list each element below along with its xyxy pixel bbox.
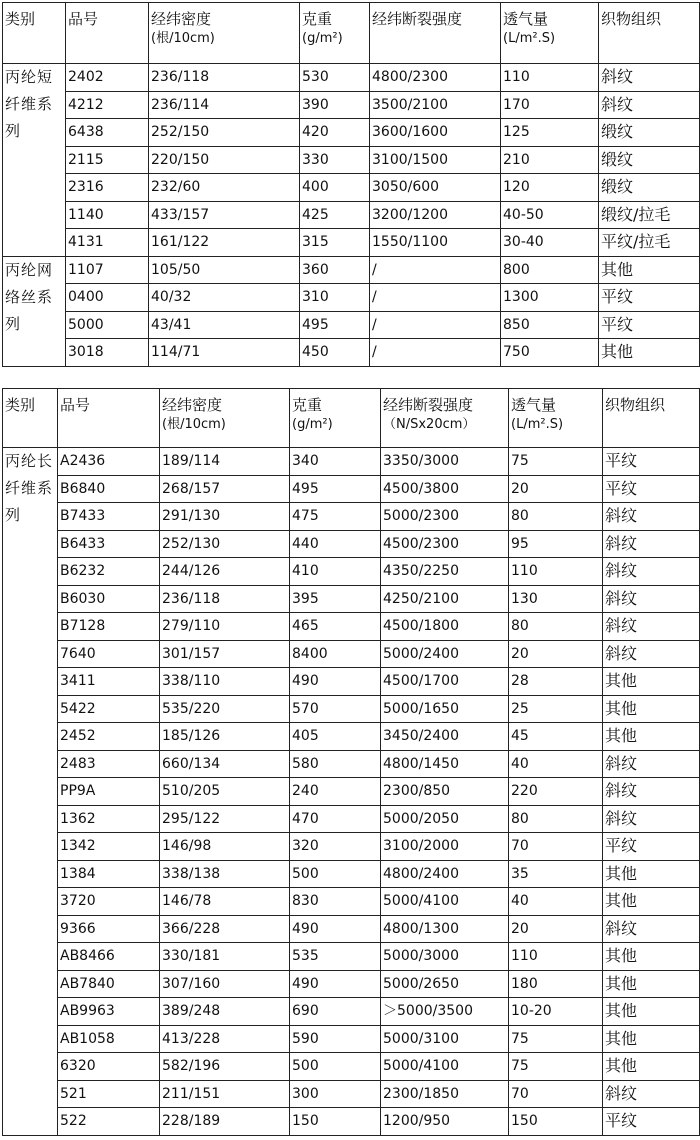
air-cell: 220 [509,778,603,806]
air-cell: 210 [501,146,599,174]
strength-cell: 5000/3000 [381,943,509,971]
density-cell: 660/134 [160,750,290,778]
header-density-unit: (根/10cm) [162,417,226,432]
table-row [3,915,700,943]
air-cell: 28 [509,668,603,696]
header-weight [290,389,381,448]
strength-cell: 4800/1300 [381,915,509,943]
weave-cell: 斜纹 [603,613,700,641]
density-cell: 228/189 [160,1108,290,1136]
weave-cell: 平纹/拉毛 [599,229,700,257]
fabric-table-long-fiber [2,388,700,1136]
weight-cell: 395 [290,585,381,613]
table-row [3,448,700,476]
header-strength-label: 经纬断裂强度 [383,396,474,414]
header-weave-label: 织物组织 [601,10,662,28]
weave-cell: 平纹 [599,284,700,312]
weave-cell: 其他 [603,888,700,916]
header-row [3,389,700,448]
air-cell: 20 [509,640,603,668]
strength-cell: 1550/1100 [370,229,501,257]
density-cell: 211/151 [160,1080,290,1108]
header-product [66,3,149,64]
table-row [3,640,700,668]
table-row [3,201,700,229]
product-cell: 6438 [66,119,149,147]
density-cell: 433/157 [149,201,300,229]
strength-cell: 4500/1700 [381,668,509,696]
product-cell: 2452 [58,723,160,751]
table-row [3,778,700,806]
strength-cell: 4500/3800 [381,475,509,503]
weight-cell: 490 [290,970,381,998]
weight-cell: 450 [300,339,370,367]
air-cell: 70 [509,833,603,861]
table-row [3,1108,700,1136]
density-cell: 389/248 [160,998,290,1026]
product-cell: 9366 [58,915,160,943]
weight-cell: 570 [290,695,381,723]
product-cell: PP9A [58,778,160,806]
product-cell: 3411 [58,668,160,696]
weight-cell: 530 [300,64,370,92]
header-air [501,3,599,64]
weave-cell: 斜纹 [603,805,700,833]
strength-cell: 4350/2250 [381,558,509,586]
header-row [3,3,700,64]
strength-cell: 2300/1850 [381,1080,509,1108]
weight-cell: 150 [290,1108,381,1136]
density-cell: 413/228 [160,1025,290,1053]
product-cell: B6433 [58,530,160,558]
strength-cell: ＞5000/3500 [381,998,509,1026]
weave-cell: 斜纹 [603,915,700,943]
weave-cell: 缎纹 [599,119,700,147]
table-row [3,585,700,613]
air-cell: 40-50 [501,201,599,229]
density-cell: 232/60 [149,174,300,202]
table-row [3,119,700,147]
weave-cell: 缎纹 [599,174,700,202]
weight-cell: 490 [290,668,381,696]
density-cell: 189/114 [160,448,290,476]
air-cell: 75 [509,1025,603,1053]
category-cell: 丙纶网络丝系列 [3,256,66,366]
air-cell: 800 [501,256,599,284]
density-cell: 161/122 [149,229,300,257]
air-cell: 75 [509,448,603,476]
weave-cell: 斜纹 [603,1080,700,1108]
weave-cell: 斜纹 [599,91,700,119]
weight-cell: 8400 [290,640,381,668]
density-cell: 307/160 [160,970,290,998]
fabric-table-short-and-network [2,2,700,367]
strength-cell: 4800/2400 [381,860,509,888]
weight-cell: 410 [290,558,381,586]
air-cell: 1300 [501,284,599,312]
table-row [3,860,700,888]
product-cell: B7128 [58,613,160,641]
table-row [3,64,700,92]
strength-cell: 5000/1650 [381,695,509,723]
weight-cell: 475 [290,503,381,531]
weight-cell: 495 [290,475,381,503]
air-cell: 10-20 [509,998,603,1026]
weave-cell: 其他 [603,1025,700,1053]
weave-cell: 其他 [603,860,700,888]
header-category-label: 类别 [5,10,36,28]
air-cell: 20 [509,915,603,943]
air-cell: 95 [509,530,603,558]
header-weight-label: 克重 [302,10,333,28]
table-row [3,723,700,751]
table-row [3,750,700,778]
strength-cell: 4250/2100 [381,585,509,613]
header-air-unit: (L/m².S) [511,417,564,432]
air-cell: 130 [509,585,603,613]
strength-cell: 3100/2000 [381,833,509,861]
strength-cell: / [370,284,501,312]
strength-cell: 3100/1500 [370,146,501,174]
strength-cell: 3500/2100 [370,91,501,119]
product-cell: AB8466 [58,943,160,971]
density-cell: 252/130 [160,530,290,558]
strength-cell: 5000/2300 [381,503,509,531]
weight-cell: 420 [300,119,370,147]
weight-cell: 490 [290,915,381,943]
density-cell: 535/220 [160,695,290,723]
header-weave [599,3,700,64]
weight-cell: 330 [300,146,370,174]
weight-cell: 590 [290,1025,381,1053]
air-cell: 25 [509,695,603,723]
product-cell: 6320 [58,1053,160,1081]
weave-cell: 斜纹 [603,778,700,806]
air-cell: 35 [509,860,603,888]
header-air-label: 透气量 [511,396,557,414]
weight-cell: 360 [300,256,370,284]
density-cell: 268/157 [160,475,290,503]
density-cell: 279/110 [160,613,290,641]
density-cell: 185/126 [160,723,290,751]
header-density-label: 经纬密度 [162,396,223,414]
header-weave [603,389,700,448]
strength-cell: 5000/4100 [381,1053,509,1081]
air-cell: 110 [509,943,603,971]
density-cell: 105/50 [149,256,300,284]
density-cell: 338/138 [160,860,290,888]
product-cell: AB1058 [58,1025,160,1053]
header-strength [370,3,501,64]
header-product [58,389,160,448]
strength-cell: / [370,311,501,339]
strength-cell: 3450/2400 [381,723,509,751]
weave-cell: 其他 [603,943,700,971]
product-cell: 2115 [66,146,149,174]
strength-cell: 3050/600 [370,174,501,202]
weight-cell: 400 [300,174,370,202]
weave-cell: 斜纹 [603,503,700,531]
weight-cell: 470 [290,805,381,833]
weave-cell: 其他 [603,668,700,696]
product-cell: 522 [58,1108,160,1136]
product-cell: 1342 [58,833,160,861]
product-cell: B6840 [58,475,160,503]
header-air [509,389,603,448]
header-strength [381,389,509,448]
product-cell: 5422 [58,695,160,723]
weight-cell: 830 [290,888,381,916]
header-category-label: 类别 [5,396,36,414]
weight-cell: 340 [290,448,381,476]
product-cell: 7640 [58,640,160,668]
weave-cell: 斜纹 [603,640,700,668]
weight-cell: 315 [300,229,370,257]
strength-cell: 3600/1600 [370,119,501,147]
category-cell: 丙纶长纤维系列 [3,448,58,1136]
density-cell: 295/122 [160,805,290,833]
weight-cell: 440 [290,530,381,558]
weave-cell: 斜纹 [603,558,700,586]
product-cell: 4212 [66,91,149,119]
product-cell: 521 [58,1080,160,1108]
header-air-label: 透气量 [503,10,549,28]
table-row [3,943,700,971]
density-cell: 114/71 [149,339,300,367]
weave-cell: 斜纹 [603,585,700,613]
weave-cell: 平纹 [603,475,700,503]
table-row [3,613,700,641]
table-row [3,998,700,1026]
air-cell: 80 [509,805,603,833]
weave-cell: 其他 [599,256,700,284]
air-cell: 80 [509,503,603,531]
density-cell: 236/118 [149,64,300,92]
header-category [3,389,58,448]
weave-cell: 斜纹 [599,64,700,92]
header-category [3,3,66,64]
air-cell: 30-40 [501,229,599,257]
strength-cell: 5000/3100 [381,1025,509,1053]
product-cell: 1362 [58,805,160,833]
weight-cell: 535 [290,943,381,971]
density-cell: 366/228 [160,915,290,943]
strength-cell: / [370,339,501,367]
weave-cell: 其他 [603,998,700,1026]
table-row [3,1053,700,1081]
air-cell: 110 [501,64,599,92]
table-row [3,174,700,202]
air-cell: 70 [509,1080,603,1108]
header-strength-unit: （N/Sx20cm） [383,417,476,432]
header-density-label: 经纬密度 [151,10,212,28]
table-row [3,970,700,998]
density-cell: 220/150 [149,146,300,174]
density-cell: 236/114 [149,91,300,119]
weight-cell: 495 [300,311,370,339]
weave-cell: 其他 [603,723,700,751]
table-row [3,311,700,339]
product-cell: B6030 [58,585,160,613]
density-cell: 236/118 [160,585,290,613]
weight-cell: 580 [290,750,381,778]
weight-cell: 500 [290,1053,381,1081]
product-cell: AB7840 [58,970,160,998]
strength-cell: 3350/3000 [381,448,509,476]
weave-cell: 平纹 [603,448,700,476]
density-cell: 510/205 [160,778,290,806]
air-cell: 850 [501,311,599,339]
table-row [3,805,700,833]
strength-cell: 2300/850 [381,778,509,806]
strength-cell: 4500/2300 [381,530,509,558]
table-row [3,558,700,586]
weight-cell: 320 [290,833,381,861]
header-product-label: 品号 [68,10,99,28]
product-cell: 2483 [58,750,160,778]
air-cell: 80 [509,613,603,641]
product-cell: 5000 [66,311,149,339]
air-cell: 20 [509,475,603,503]
weave-cell: 其他 [603,1053,700,1081]
table-row [3,475,700,503]
table-row [3,256,700,284]
header-weight-label: 克重 [292,396,323,414]
header-product-label: 品号 [60,396,91,414]
weave-cell: 平纹 [599,311,700,339]
product-cell: 3720 [58,888,160,916]
air-cell: 125 [501,119,599,147]
table-row [3,91,700,119]
weave-cell: 其他 [599,339,700,367]
header-weight-unit: (g/m²) [302,31,343,46]
table-row [3,668,700,696]
weight-cell: 390 [300,91,370,119]
header-weight [300,3,370,64]
product-cell: 3018 [66,339,149,367]
air-cell: 120 [501,174,599,202]
weight-cell: 240 [290,778,381,806]
strength-cell: 3200/1200 [370,201,501,229]
header-density [149,3,300,64]
product-cell: AB9963 [58,998,160,1026]
weight-cell: 310 [300,284,370,312]
weave-cell: 其他 [603,695,700,723]
header-strength-label: 经纬断裂强度 [372,10,463,28]
weave-cell: 斜纹 [603,530,700,558]
table-row [3,284,700,312]
product-cell: 2316 [66,174,149,202]
air-cell: 40 [509,750,603,778]
header-weight-unit: (g/m²) [292,417,333,432]
product-cell: 2402 [66,64,149,92]
density-cell: 43/41 [149,311,300,339]
header-density-unit: (根/10cm) [151,31,215,46]
table-row [3,229,700,257]
weight-cell: 300 [290,1080,381,1108]
table-row [3,888,700,916]
density-cell: 330/181 [160,943,290,971]
table-row [3,146,700,174]
air-cell: 45 [509,723,603,751]
weight-cell: 405 [290,723,381,751]
weave-cell: 缎纹/拉毛 [599,201,700,229]
header-air-unit: (L/m².S) [503,31,556,46]
weight-cell: 500 [290,860,381,888]
strength-cell: 5000/4100 [381,888,509,916]
density-cell: 146/78 [160,888,290,916]
strength-cell: 4800/1450 [381,750,509,778]
product-cell: 0400 [66,284,149,312]
air-cell: 40 [509,888,603,916]
product-cell: 4131 [66,229,149,257]
product-cell: 1140 [66,201,149,229]
table-row [3,503,700,531]
product-cell: B6232 [58,558,160,586]
air-cell: 750 [501,339,599,367]
strength-cell: / [370,256,501,284]
strength-cell: 1200/950 [381,1108,509,1136]
table-row [3,530,700,558]
table-row [3,1080,700,1108]
density-cell: 582/196 [160,1053,290,1081]
strength-cell: 5000/2400 [381,640,509,668]
weave-cell: 平纹 [603,833,700,861]
table-row [3,833,700,861]
density-cell: 40/32 [149,284,300,312]
density-cell: 291/130 [160,503,290,531]
weight-cell: 690 [290,998,381,1026]
density-cell: 244/126 [160,558,290,586]
weave-cell: 缎纹 [599,146,700,174]
density-cell: 301/157 [160,640,290,668]
weave-cell: 平纹 [603,1108,700,1136]
air-cell: 110 [509,558,603,586]
table-row [3,695,700,723]
strength-cell: 5000/2050 [381,805,509,833]
product-cell: 1107 [66,256,149,284]
product-cell: A2436 [58,448,160,476]
product-cell: 1384 [58,860,160,888]
weave-cell: 斜纹 [603,750,700,778]
product-cell: B7433 [58,503,160,531]
weave-cell: 其他 [603,970,700,998]
air-cell: 75 [509,1053,603,1081]
category-cell: 丙纶短纤维系列 [3,64,66,257]
air-cell: 180 [509,970,603,998]
strength-cell: 4500/1800 [381,613,509,641]
strength-cell: 5000/2650 [381,970,509,998]
density-cell: 338/110 [160,668,290,696]
table-row [3,1025,700,1053]
strength-cell: 4800/2300 [370,64,501,92]
density-cell: 252/150 [149,119,300,147]
weight-cell: 425 [300,201,370,229]
density-cell: 146/98 [160,833,290,861]
table-row [3,339,700,367]
header-density [160,389,290,448]
air-cell: 170 [501,91,599,119]
air-cell: 150 [509,1108,603,1136]
header-weave-label: 织物组织 [605,396,666,414]
weight-cell: 465 [290,613,381,641]
